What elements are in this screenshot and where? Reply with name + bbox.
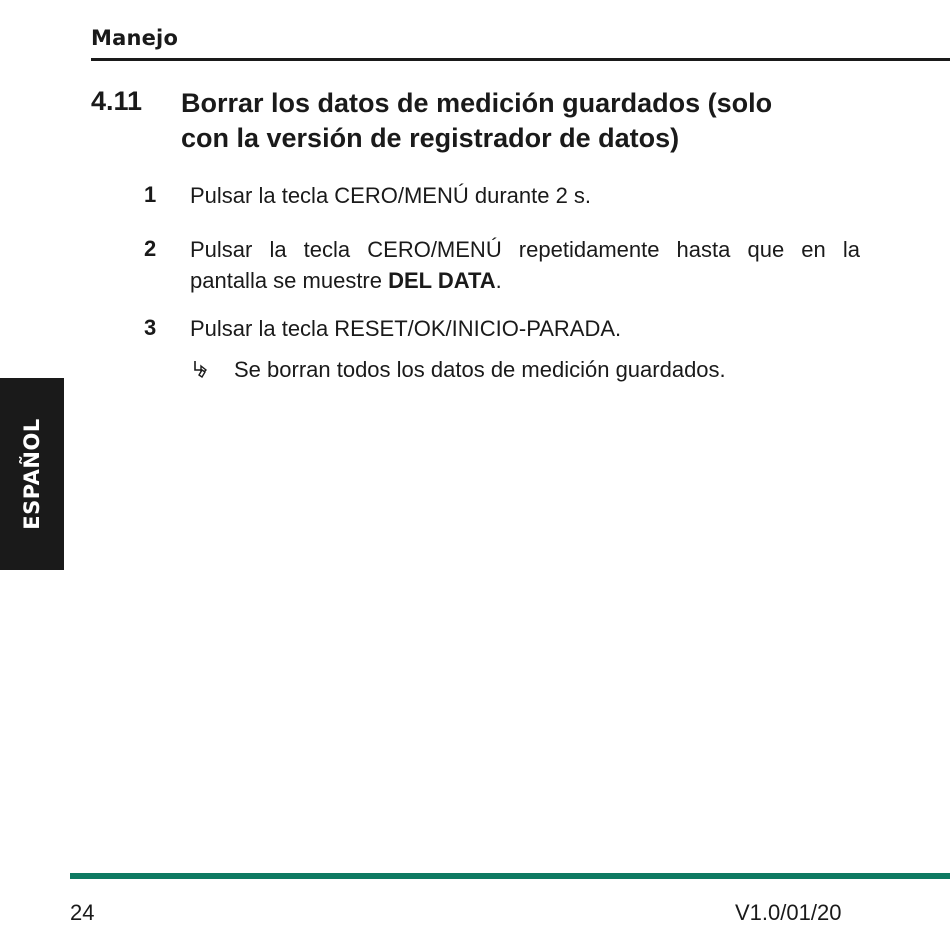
language-tab [0,378,64,570]
step-2-text [190,234,860,296]
section-title-line-2: con la versión de registrador de datos) [181,123,680,153]
footer-rule [70,873,950,879]
step-2-keyword: DEL DATA [388,268,496,293]
step-1-number: 1 [144,182,157,207]
step-3-text: Pulsar la tecla RESET/OK/INICIO-PARADA. [190,316,622,341]
header-rule [91,58,950,61]
section-title-line-1: Borrar los datos de medición guardados (solo [181,88,773,118]
step-3-number: 3 [144,315,157,340]
step-2-line-2-prefix: pantalla se muestre [190,268,389,293]
header-chapter: Manejo [91,26,179,50]
step-2-number: 2 [144,236,157,261]
step-2-line-2 [190,265,860,296]
step-2-line-1: Pulsar la tecla CERO/MENÚ repetidamente hasta que en la [190,237,860,262]
step-2-line-2-suffix: . [495,268,502,293]
language-tab-label: ESPAÑOL [20,418,44,530]
version-label: V1.0/01/20 [735,900,842,925]
section-number: 4.11 [91,86,143,116]
step-1-text: Pulsar la tecla CERO/MENÚ durante 2 s. [190,183,592,208]
section-title [181,86,861,156]
result-text: Se borran todos los datos de medición guardados. [234,357,726,382]
result-arrow-icon [190,358,214,382]
page-number: 24 [70,900,95,925]
